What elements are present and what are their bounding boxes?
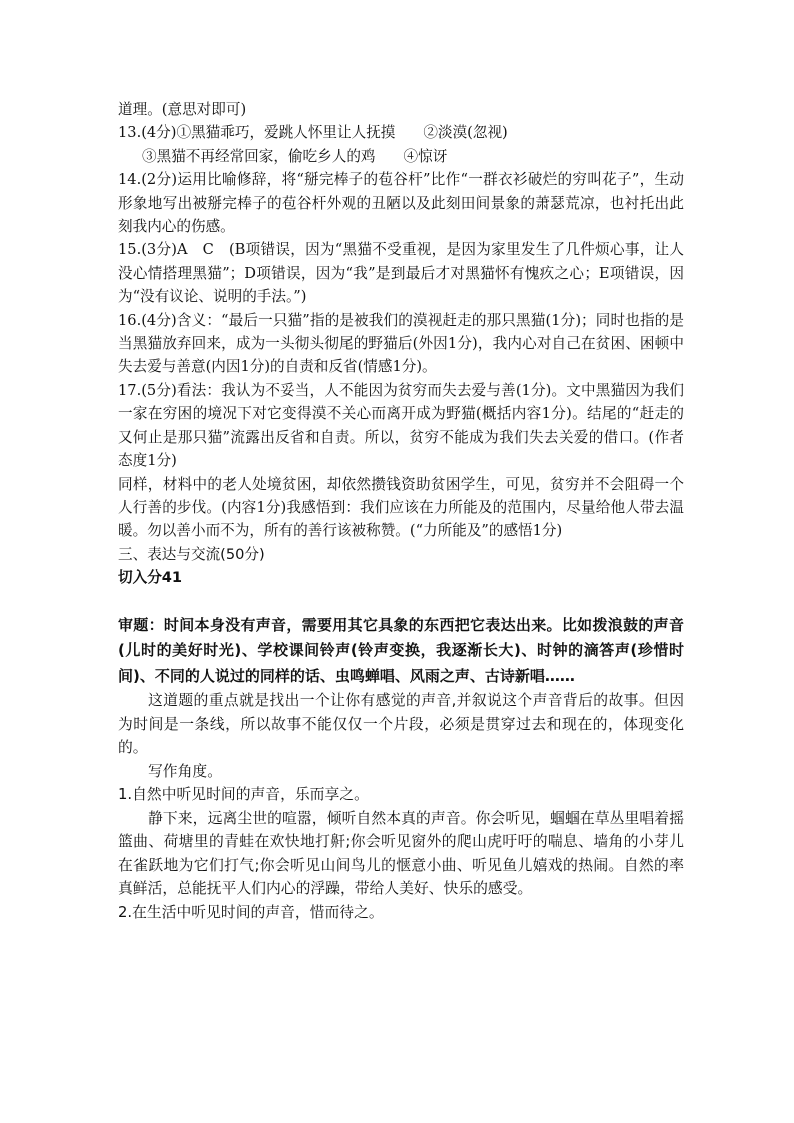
item1-title: 1.自然中听见时间的声音，乐而享之。 xyxy=(118,786,369,804)
answer-q14: 14.(2分)运用比喻修辞，将“掰完棒子的苞谷杆”比作“一群衣衫破烂的穷叫花子”，生动形象地写出被掰完棒子的苞谷杆外观的丑陋以及此刻田间景象的萧瑟荒凉，也衬托出此刻我内心的伤感。 xyxy=(118,171,684,236)
answer-q15: 15.(3分)A C (B项错误，因为“黑猫不受重视，是因为家里发生了几件烦心事，让人没心情搭理黑猫”；D项错误，因为“我”是到最后才对黑猫怀有愧疚之心；E项错误，因为“没有议论、说明的手法。”) xyxy=(118,241,684,306)
answer-q13-part3: ③黑猫不再经常回家，偷吃乡人的鸡 xyxy=(142,147,376,165)
answer-q13-part4: ④惊讶 xyxy=(403,147,448,165)
answer-intro-line: 道理。(意思对即可) xyxy=(118,101,247,118)
document-content xyxy=(118,98,684,924)
answer-q13-part2: ②淡漠(忽视) xyxy=(423,124,508,142)
item2-title: 2.在生活中听见时间的声音，惜而待之。 xyxy=(118,903,384,921)
answer-q17: 17.(5分)看法：我认为不妥当，人不能因为贫穷而失去爱与善(1分)。文中黑猫因为我们一家在穷困的境况下对它变得漠不关心而离开成为野猫(概括内容1分)。结尾的“赶走的又何止是那只猫”流露出反省和自责。所以，贫穷不能成为我们失去关爱的借口。(作者态度1分) xyxy=(118,381,684,470)
section3-score-line: 切入分41 xyxy=(118,569,183,587)
answer-q13-line1 xyxy=(118,121,684,144)
body-paragraph-2: 写作角度。 xyxy=(148,762,222,780)
answer-q17-continued: 同样，材料中的老人处境贫困，却依然攒钱资助贫困学生，可见，贫穷并不会阻碍一个人行善的步伐。(内容1分)我感悟到：我们应该在力所能及的范围内，尽量给他人带去温暖。勿以善小而不为，所有的善行该被称赞。(“力所能及”的感悟1分) xyxy=(118,475,684,540)
answer-q13-part1: 13.(4分)①黑猫乖巧，爱跳人怀里让人抚摸 xyxy=(118,124,396,142)
analysis-paragraph: 审题：时间本身没有声音，需要用其它具象的东西把它表达出来。比如拨浪鼓的声音(儿时的美好时光)、学校课间铃声(铃声变换，我逐渐长大)、时钟的滴答声(珍惜时间)、不同的人说过的同样的话、虫鸣蝉唱、风雨之声、古诗新唱…… xyxy=(118,615,684,685)
body-paragraph-1: 这道题的重点就是找出一个让你有感觉的声音,并叙说这个声音背后的故事。但因为时间是一条线，所以故事不能仅仅一个片段，必须是贯穿过去和现在的，体现变化的。 xyxy=(118,692,684,757)
blank-line xyxy=(118,590,684,613)
section3-title: 三、表达与交流(50分) xyxy=(118,545,265,563)
answer-q16: 16.(4分)含义：“最后一只猫”指的是被我们的漠视赶走的那只黑猫(1分)；同时也指的是当黑猫放弃回来，成为一头彻头彻尾的野猫后(外因1分)，我内心对自己在贫困、困顿中失去爱与善意(内因1分)的自责和反省(情感1分)。 xyxy=(118,311,684,376)
item1-body: 静下来，远离尘世的喧嚣，倾听自然本真的声音。你会听见，蝈蝈在草丛里唱着摇篮曲、荷塘里的青蛙在欢快地打鼾;你会听见窗外的爬山虎吁吁的喘息、墙角的小芽儿在雀跃地为它们打气;你会听见山间鸟儿的惬意小曲、听见鱼儿嬉戏的热闹。自然的率真鲜活，总能抚平人们内心的浮躁，带给人美好、快乐的感受。 xyxy=(118,809,684,898)
answer-q13-line2 xyxy=(118,145,684,168)
